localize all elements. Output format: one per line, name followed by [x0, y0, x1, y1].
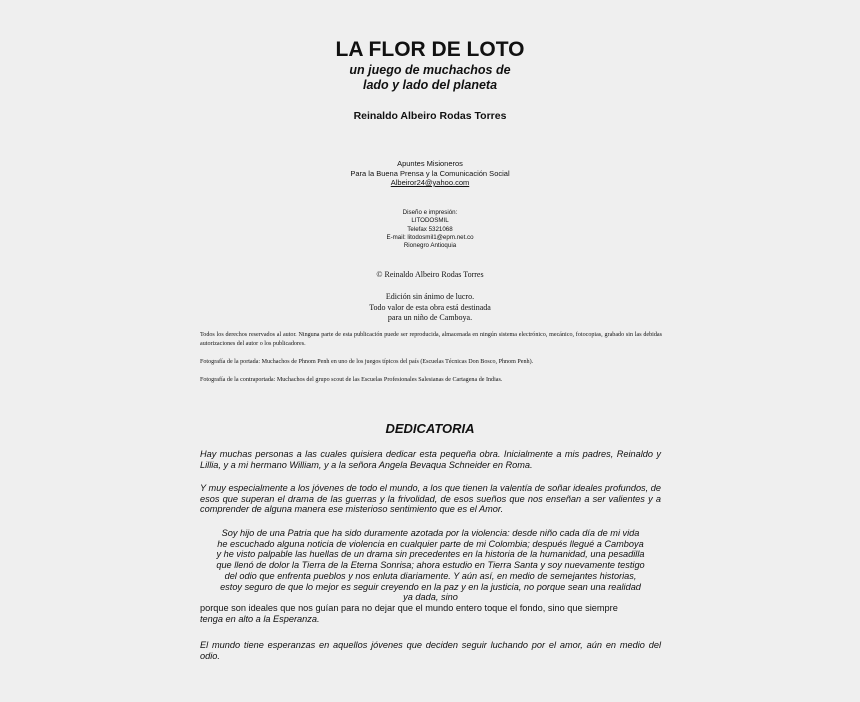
dedication-paragraph-3 [200, 528, 661, 624]
design-email: E-mail: litodosmil1@epm.net.co [386, 233, 474, 241]
design-location: Rionegro Antioquia [403, 242, 457, 250]
publisher-block [200, 159, 660, 188]
back-photo-credit: Fotografía de la contraportada: Muchachos del grupo scout de las Escuelas Profesionales Salesianas de Cartagena de Indias. [200, 377, 503, 383]
dedication-paragraph-4: El mundo tiene esperanzas en aquellos jóvenes que deciden seguir luchando por el amor, aún en medio del odio. [200, 640, 661, 661]
paragraph-3-line-4: que llenó de dolor la Tierra de la Eterna Sonrisa; ahora estudio en Tierra Santa y soy nuevamente testigo [216, 560, 645, 571]
edition-line-3: para un niño de Camboya. [387, 313, 473, 322]
book-author: Reinaldo Albeiro Rodas Torres [353, 110, 507, 122]
publisher-name: Apuntes Misioneros [397, 159, 463, 168]
paragraph-3-line-1: Soy hijo de una Patria que ha sido duramente azotada por la violencia: desde niño cada día de mi vida [221, 528, 640, 538]
design-company: LITODOSMIL [411, 217, 449, 225]
design-telefax: Telefax 5321068 [407, 225, 453, 233]
design-credits [200, 209, 660, 250]
copyright-notice: © Reinaldo Albeiro Rodas Torres [376, 270, 484, 279]
book-subtitle [200, 63, 660, 93]
book-title: LA FLOR DE LOTO [335, 38, 525, 61]
paragraph-3-line-5: del odio que enfrenta pueblos y nos enluta diariamente. Y aún así, en medio de semejantes historias, [224, 570, 637, 581]
dedication-paragraph-2: Y muy especialmente a los jóvenes de todo el mundo, a los que tienen la valentía de soñar ideales profundos, de esos que superan el drama de las guerras y la frivolidad, de esos sueños que nos enseñan a ser valientes y a comprender de alguna manera ese misterioso sentimiento que es el Amor. [200, 483, 661, 515]
publisher-email-link[interactable]: Albeiror24@yahoo.com [390, 178, 470, 187]
dedication-paragraph-1: Hay muchas personas a las cuales quisiera dedicar esta pequeña obra. Inicialmente a mis padres, Reinaldo y Lillia, y a mi hermano William, y a la señora Angela Bevaqua Schneider en Roma. [200, 449, 661, 470]
subtitle-line-2: lado y lado del planeta [362, 78, 498, 92]
paragraph-3-line-3: y he visto palpable las huellas de un drama sin precedentes en la historia de la humanidad, una pesadilla [216, 549, 645, 560]
paragraph-3-line-7: ya dada, sino [403, 592, 458, 603]
dedication-heading: DEDICATORIA [385, 421, 475, 436]
edition-line-1: Edición sin ánimo de lucro. [385, 292, 475, 301]
subtitle-line-1: un juego de muchachos de [349, 63, 511, 77]
cover-photo-credit: Fotografía de la portada: Muchachos de Phnom Penh en uno de los juegos típicos del país (Escuelas Técnicas Don Bosco, Phnom Penh). [200, 359, 534, 365]
paragraph-3-tail-2: tenga en alto a la Esperanza. [200, 613, 320, 624]
paragraph-3-tail-1: porque son ideales que nos guían para no dejar que el mundo entero toque el fondo, sino que siempre [200, 602, 618, 613]
rights-notice: Todos los derechos reservados al autor. Ninguna parte de esta publicación puede ser reproducida, almacenada en ningún sistema electrónico, mecánico, fotocopias, grabado sin las debidas autorizaciones del autor o los publicadores. [200, 332, 662, 347]
publisher-tagline: Para la Buena Prensa y la Comunicación Social [350, 168, 510, 178]
design-label: Diseño e impresión: [402, 209, 458, 216]
paragraph-3-line-2: he escuchado alguna noticia de violencia en cualquier parte de mi Colombia; después llegué a Camboya [217, 538, 644, 549]
edition-note [200, 292, 660, 324]
edition-line-2: Todo valor de esta obra está destinada [369, 302, 491, 312]
paragraph-3-line-6: estoy seguro de que lo mejor es seguir creyendo en la paz y en la justicia, no porque sean una realidad [220, 581, 641, 592]
